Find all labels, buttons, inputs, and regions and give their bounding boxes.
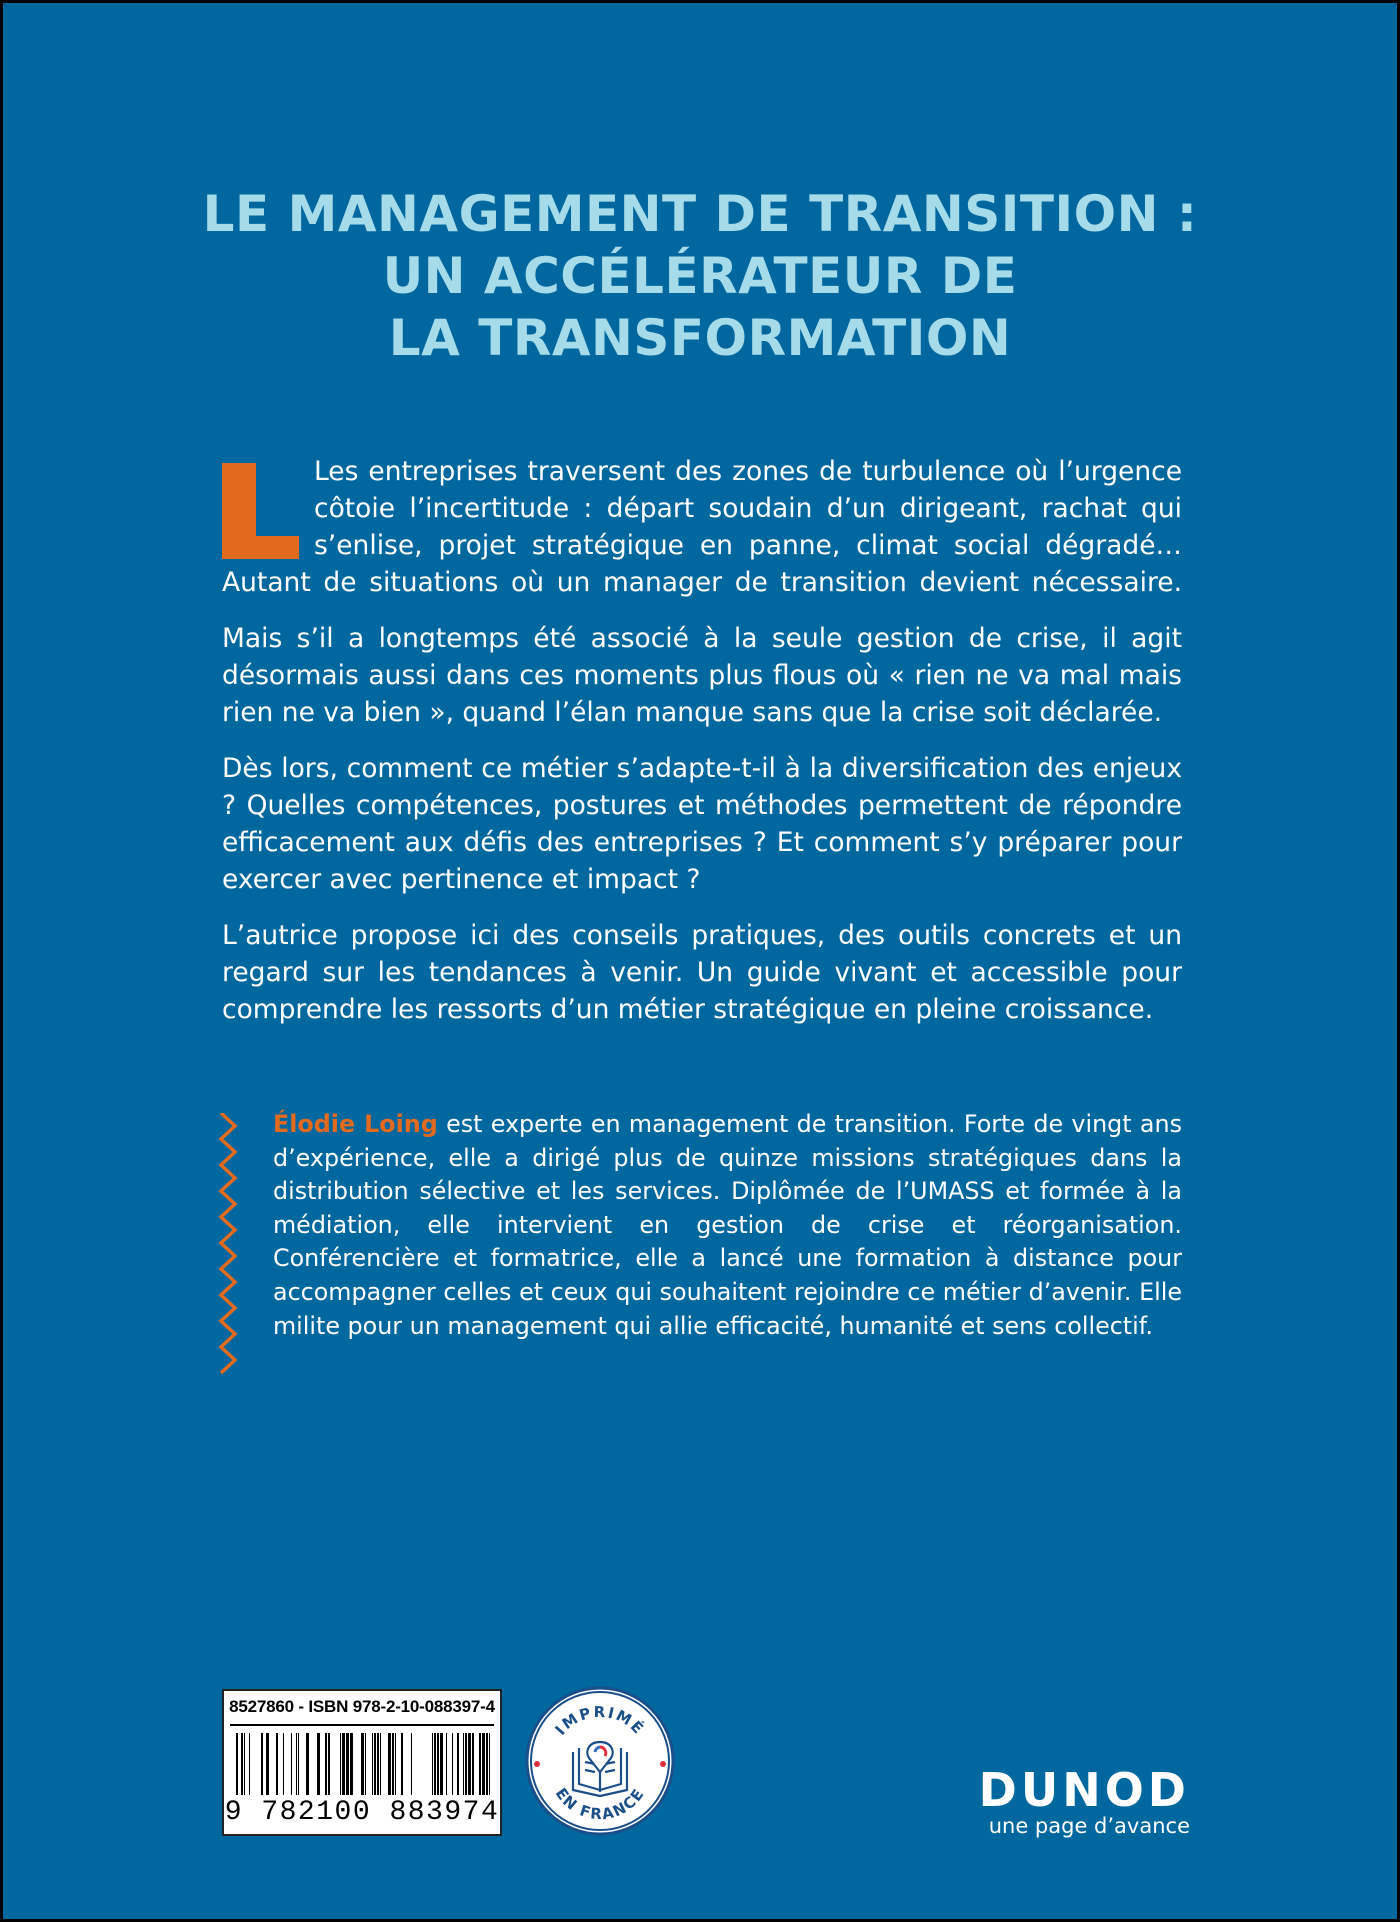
blurb-line: côtoie l’incertitude : départ soudain d’un dirigeant, rachat qui (314, 493, 1182, 524)
ean-number: 9 782100 883974 (224, 1797, 500, 1828)
barcode-bars (236, 1733, 490, 1795)
headline-line-3: LA TRANSFORMATION (388, 309, 1012, 367)
imprime-en-france-seal (525, 1686, 675, 1836)
blurb-paragraph-4: L’autrice propose ici des conseils pratiques, des outils concrets et un regard sur les tendances à venir. Un guide vivant et accessible pour comprendre les ressorts d’un métier stratégique en pleine croissance. (222, 920, 1182, 1025)
blurb (222, 453, 1182, 1047)
author-bio-text: est experte en management de transition. Forte de vingt ans d’expérience, elle a dirigé plus de quinze missions stratégiques dans la distribution sélective et les services. Diplômée de l’UMASS et formée à la médiation, elle intervient en gestion de crise et réorganisation. Conférencière et formatrice, elle a lancé une formation à distance pour accompagner celles et ceux qui souhaitent rejoindre ce métier d’avenir. Elle milite pour un management qui allie efficacité, humanité et sens collectif. (273, 1110, 1182, 1340)
author-name: Élodie Loing (273, 1110, 438, 1138)
blurb-paragraph-1 (222, 453, 1182, 601)
publisher-name: DUNOD (978, 1763, 1190, 1817)
isbn-label: 8527860 - ISBN 978-2-10-088397-4 (229, 1697, 495, 1716)
publisher-tagline: une page d’avance (988, 1814, 1190, 1838)
seal-bottom-text: EN FRANCE (551, 1784, 649, 1824)
zigzag-decoration (217, 1113, 241, 1375)
headline (3, 183, 1397, 369)
publisher-logo (960, 1763, 1190, 1839)
author-bio (273, 1108, 1182, 1343)
blurb-paragraph-3: Dès lors, comment ce métier s’adapte-t-il à la diversification des enjeux ? Quelles compétences, postures et méthodes permettent de répondre efficacement aux défis des entreprises ? Et comment s’y préparer pour exercer avec pertinence et impact ? (222, 753, 1182, 895)
blurb-paragraph-2: Mais s’il a longtemps été associé à la seule gestion de crise, il agit désormais aussi dans ces moments plus flous où « rien ne va mal mais rien ne va bien », quand l’élan manque sans que la crise soit déclarée. (222, 623, 1182, 728)
book-back-cover (3, 3, 1397, 1919)
seal-top-text: IMPRIMÉ (551, 1702, 649, 1739)
headline-line-1: LE MANAGEMENT DE TRANSITION : (202, 185, 1198, 243)
blurb-line: Autant de situations où un manager de transition devient nécessaire. (222, 567, 1182, 598)
barcode (222, 1689, 502, 1836)
blurb-line: Les entreprises traversent des zones de turbulence où l’urgence (314, 456, 1182, 487)
blurb-line: s’enlise, projet stratégique en panne, climat social dégradé… (314, 530, 1182, 561)
headline-line-2: UN ACCÉLÉRATEUR DE (382, 247, 1018, 305)
